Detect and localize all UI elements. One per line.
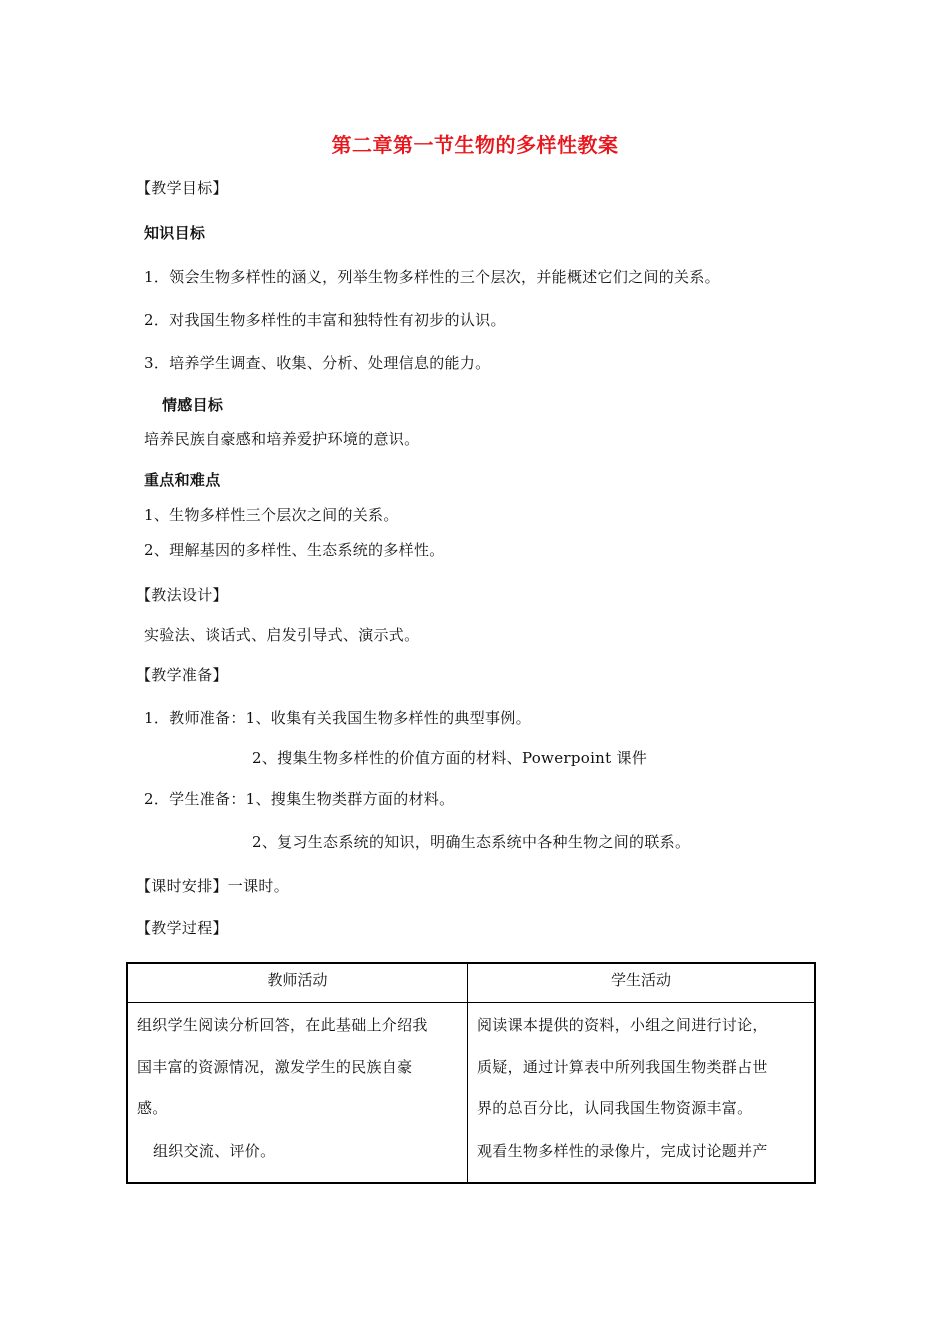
preparation-heading: 【教学准备】 (136, 666, 228, 684)
teacher-activity-line-3: 感。 (137, 1099, 168, 1117)
teacher-activity-line-4: 组织交流、评价。 (153, 1142, 276, 1160)
teaching-process-heading: 【教学过程】 (136, 919, 228, 937)
student-activity-line-4: 观看生物多样性的录像片，完成讨论题并产 (477, 1142, 768, 1160)
teaching-goals-heading: 【教学目标】 (136, 179, 228, 197)
knowledge-item-2: 2．对我国生物多样性的丰富和独特性有初步的认识。 (144, 311, 506, 329)
knowledge-goals-heading: 知识目标 (144, 224, 206, 242)
student-activity-line-3: 界的总百分比，认同我国生物资源丰富。 (477, 1099, 753, 1117)
student-activity-line-2: 质疑，通过计算表中所列我国生物类群占世 (477, 1058, 768, 1076)
emotion-goals-heading: 情感目标 (162, 396, 224, 414)
student-prep-line-2: 2、复习生态系统的知识，明确生态系统中各种生物之间的联系。 (252, 833, 691, 851)
knowledge-item-1: 1．领会生物多样性的涵义，列举生物多样性的三个层次，并能概述它们之间的关系。 (144, 268, 720, 286)
teacher-activity-header: 教师活动 (267, 971, 328, 989)
schedule-text: 【课时安排】一课时。 (136, 877, 290, 895)
teacher-prep-line-2: 2、搜集生物多样性的价值方面的材料、Powerpoint 课件 (252, 749, 648, 767)
emotion-goals-text: 培养民族自豪感和培养爱护环境的意识。 (144, 430, 420, 448)
table-header-divider (128, 1002, 814, 1003)
teacher-activity-line-2: 国丰富的资源情况，激发学生的民族自豪 (137, 1058, 413, 1076)
teaching-process-table (126, 962, 816, 1184)
student-activity-header: 学生活动 (610, 971, 671, 989)
table-column-divider (467, 964, 468, 1182)
teacher-activity-line-1: 组织学生阅读分析回答，在此基础上介绍我 (137, 1016, 428, 1034)
key-points-heading: 重点和难点 (144, 471, 221, 489)
document-title: 第二章第一节生物的多样性教案 (331, 133, 619, 157)
method-design-text: 实验法、谈话式、启发引导式、演示式。 (144, 626, 420, 644)
student-prep-line-1: 2．学生准备：1、搜集生物类群方面的材料。 (144, 790, 455, 808)
teacher-prep-line-1: 1．教师准备：1、收集有关我国生物多样性的典型事例。 (144, 709, 531, 727)
key-point-2: 2、理解基因的多样性、生态系统的多样性。 (144, 541, 445, 559)
student-activity-line-1: 阅读课本提供的资料，小组之间进行讨论， (477, 1016, 768, 1034)
key-point-1: 1、生物多样性三个层次之间的关系。 (144, 506, 399, 524)
method-design-heading: 【教法设计】 (136, 586, 228, 604)
knowledge-item-3: 3．培养学生调查、收集、分析、处理信息的能力。 (144, 354, 491, 372)
